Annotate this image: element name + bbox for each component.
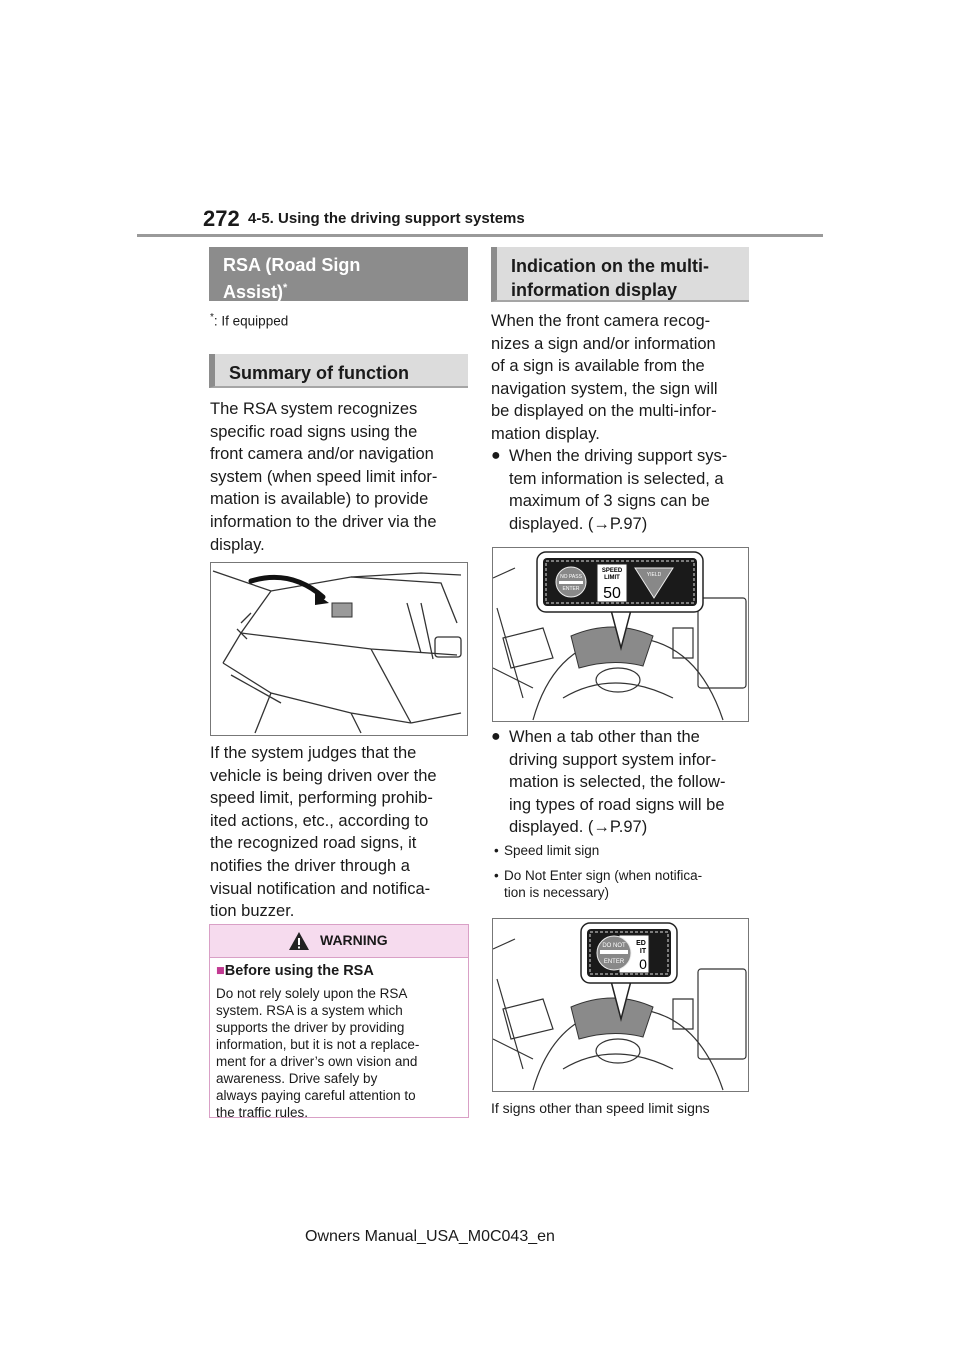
svg-text:0: 0	[639, 956, 647, 972]
warning-subhead: ■Before using the RSA	[216, 963, 374, 979]
fig1-speed-text: SPEED	[601, 568, 623, 574]
bullet-dot-icon: ●	[491, 447, 501, 464]
header-rule	[137, 234, 823, 237]
page-number: 272	[203, 206, 240, 231]
warning-label: WARNING	[320, 932, 388, 948]
summary-paragraph-2: If the system judges that the vehicle is being driven over the speed limit, performing prohib- ited actions, etc., according to the recognized road signs, it notifies the driver through a visual notification and notifica- tion buzzer.	[210, 744, 437, 921]
fig2-enter-text: ENTER	[603, 959, 625, 965]
rsa-heading-sup: *	[283, 282, 288, 294]
fig1-limit-text: LIMIT	[604, 575, 620, 581]
indication-intro: When the front camera recog- nizes a sign and/or information of a sign is available from the navigation system, the sign will be displayed on the multi-infor- mation display.	[491, 312, 718, 443]
section-title: 4-5. Using the driving support systems	[248, 210, 525, 227]
bullet-dot-icon: ●	[491, 728, 501, 745]
fig2-partial-it: IT	[639, 948, 647, 955]
warning-box	[209, 924, 469, 1118]
sub-bullet-speed-limit: • Speed limit sign	[494, 843, 600, 858]
sub-bullet-list	[494, 842, 754, 901]
dashboard-illustration-2	[493, 919, 748, 1091]
bullet-item-1: ● When the driving support sys- tem information is selected, a maximum of 3 signs can be displayed. (→P.97)	[491, 447, 728, 533]
car-windshield-illustration	[211, 563, 467, 735]
fig2-partial-ed: ED	[636, 940, 646, 947]
rsa-heading	[209, 247, 468, 301]
rsa-heading-line1: RSA (Road Sign	[223, 255, 361, 275]
fig1-no-pass-text: NO PASS	[560, 574, 582, 580]
rsa-heading-line2: Assist)*	[223, 282, 288, 302]
warning-text: Do not rely solely upon the RSA system. RSA is a system which supports the driver by providing information, but it is not a replace- ment for a driver’s own vision and awareness. Drive safely by always paying careful attention to the traffic rules.	[216, 986, 420, 1120]
fig1-speed-value: 50	[603, 585, 621, 602]
figure-dashboard-three-signs	[492, 547, 749, 722]
warning-triangle-icon	[288, 931, 310, 951]
footnote: *: If equipped	[210, 312, 289, 329]
dashboard-illustration	[493, 548, 748, 721]
bullet-item-2: ● When a tab other than the driving support system infor- mation is selected, the follow- ing types of road signs will be displayed. (→P.97)	[491, 728, 726, 837]
fig1-yield-text: YIELD	[646, 572, 662, 578]
indication-heading: Indication on the multi- information display	[491, 247, 749, 302]
summary-heading: Summary of function	[209, 354, 468, 388]
figure-dashboard-do-not-enter	[492, 918, 749, 1092]
tail-text: If signs other than speed limit signs	[491, 1100, 710, 1116]
summary-paragraph-1: The RSA system recognizes specific road signs using the front camera and/or navigation system (when speed limit infor- mation is available) to provide information to the driver via the display.	[210, 400, 438, 554]
figure-front-camera	[210, 562, 468, 736]
footer-text: Owners Manual_USA_M0C043_en	[305, 1228, 555, 1245]
sub-bullet-do-not-enter: • Do Not Enter sign (when notifica- tion is necessary)	[494, 868, 703, 900]
svg-text:ENTER: ENTER	[562, 586, 580, 592]
warning-header	[210, 925, 468, 958]
fig2-do-not-text: DO NOT	[602, 943, 626, 949]
